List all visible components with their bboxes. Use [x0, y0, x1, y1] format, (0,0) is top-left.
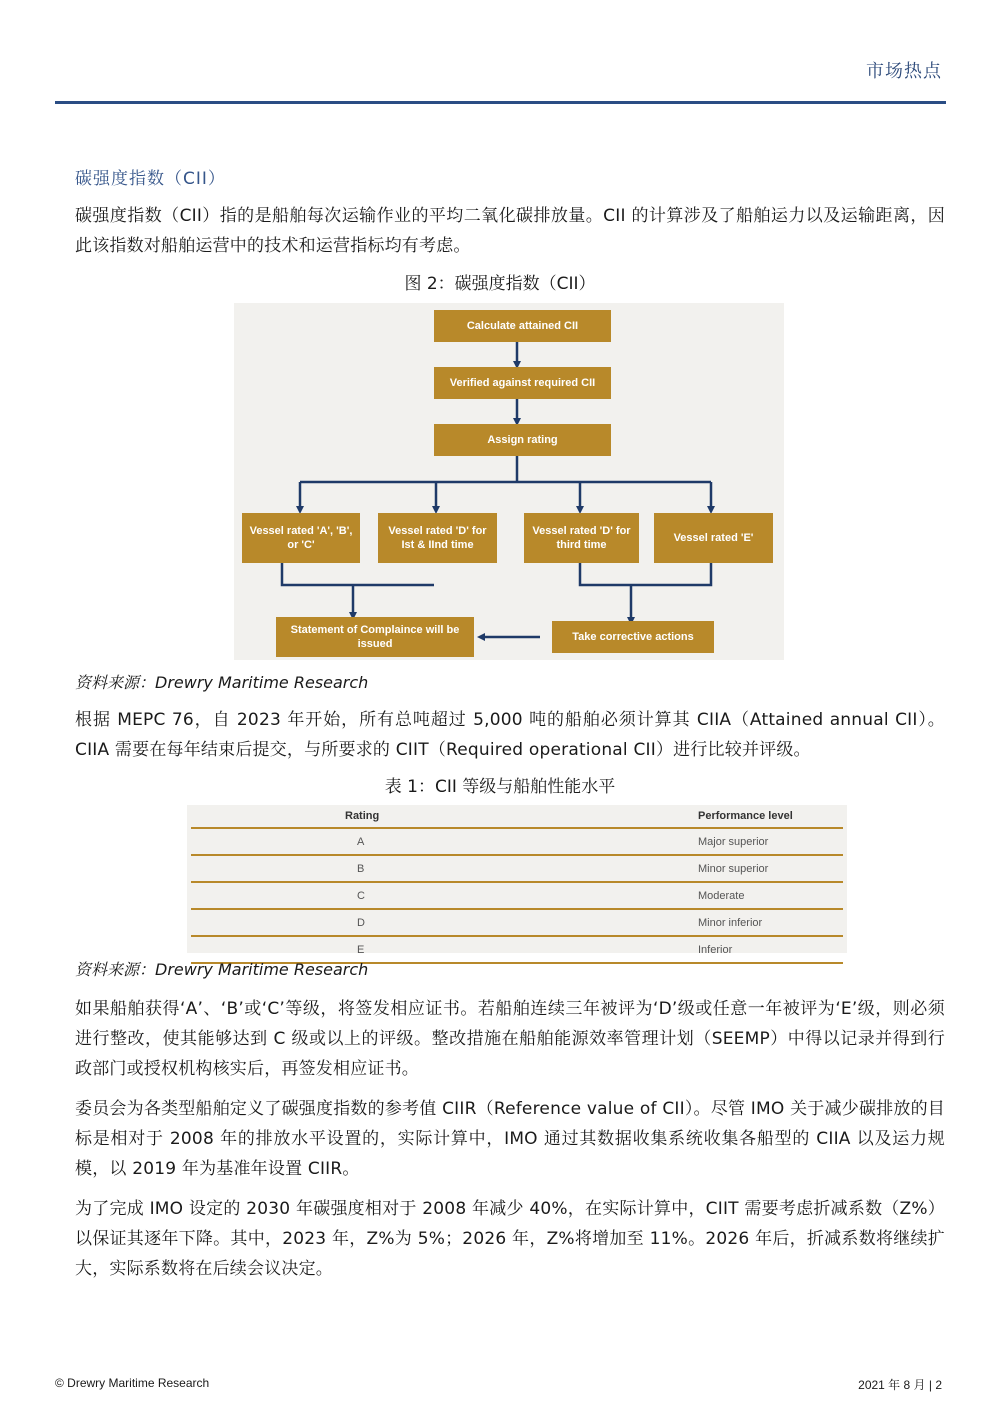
header-divider: [55, 101, 946, 104]
figure-source: 资料来源：Drewry Maritime Research: [75, 673, 369, 692]
header-rating: Rating: [191, 805, 698, 828]
performance-cell: Major superior: [698, 828, 843, 855]
footer-date-page: 2021 年 8 月 | 2: [858, 1378, 942, 1392]
rating-cell: B: [191, 855, 698, 882]
performance-cell: Inferior: [698, 936, 843, 963]
paragraph-mepc76: 根据 MEPC 76，自 2023 年开始，所有总吨超过 5,000 吨的船舶必须计算其 CIIA（Attained annual CII）。CIIA 需要在每年结束后提交，与所要求的 CIIT（Required operational CII）进行比较并评级。: [75, 710, 945, 760]
rating-cell: C: [191, 882, 698, 909]
table-row: [191, 855, 843, 882]
cii-rating-table-panel: [187, 805, 847, 956]
box-rated-e: Vessel rated 'E': [654, 513, 773, 563]
header-performance-level: Performance level: [698, 805, 843, 828]
rating-cell: E: [191, 936, 698, 963]
section-heading: 碳强度指数（CII）: [75, 169, 226, 189]
cii-flowchart: [234, 303, 784, 660]
performance-cell: Minor inferior: [698, 909, 843, 936]
table-header-row: [191, 805, 843, 828]
box-rated-d-first-second: Vessel rated 'D' for Ist & IInd time: [378, 513, 497, 563]
table-source: 资料来源：Drewry Maritime Research: [75, 960, 369, 979]
box-verify-cii: Verified against required CII: [434, 367, 611, 399]
box-rated-abc: Vessel rated 'A', 'B', or 'C': [242, 513, 360, 563]
table-row: [191, 909, 843, 936]
figure-caption: 图 2：碳强度指数（CII）: [404, 274, 596, 294]
merge-right: [580, 563, 711, 585]
performance-cell: Minor superior: [698, 855, 843, 882]
footer-copyright: © Drewry Maritime Research: [55, 1376, 210, 1390]
table-caption: 表 1：CII 等级与船舶性能水平: [384, 777, 616, 797]
flowchart-arrows: [234, 303, 784, 660]
box-calculate-cii: Calculate attained CII: [434, 310, 611, 342]
performance-cell: Moderate: [698, 882, 843, 909]
paragraph-ciir: 委员会为各类型船舶定义了碳强度指数的参考值 CIIR（Reference value of CII）。尽管 IMO 关于减少碳排放的目标是相对于 2008 年的排放水平设置的，实际计算中，IMO 通过其数据收集系统收集各船型的 CIIA 以及运力规模，以 2019 年为基准年设置 CIIR。: [75, 1099, 945, 1179]
paragraph-reduction-factor: 为了完成 IMO 设定的 2030 年碳强度相对于 2008 年减少 40%，在实际计算中，CIIT 需要考虑折减系数（Z%）以保证其逐年下降。其中，2023 年，Z%为 5%；2026 年，Z%将增加至 11%。2026 年后，折减系数将继续扩大，实际系数将在后续会议决定。: [75, 1199, 945, 1279]
table-row: [191, 828, 843, 855]
header-title: 市场热点: [866, 61, 942, 82]
paragraph-cii-definition: 碳强度指数（CII）指的是船舶每次运输作业的平均二氧化碳排放量。CII 的计算涉及了船舶运力以及运输距离，因此该指数对船舶运营中的技术和运营指标均有考虑。: [75, 206, 945, 256]
box-assign-rating: Assign rating: [434, 424, 611, 456]
rating-cell: D: [191, 909, 698, 936]
rating-cell: A: [191, 828, 698, 855]
cii-rating-table: [191, 805, 843, 964]
merge-left: [282, 563, 434, 585]
paragraph-rating-consequences: 如果船舶获得‘A’、‘B’或‘C’等级，将签发相应证书。若船舶连续三年被评为‘D’级或任意一年被评为‘E’级，则必须进行整改，使其能够达到 C 级或以上的评级。整改措施在船舶能源效率管理计划（SEEMP）中得以记录并得到行政部门或授权机构核实后，再签发相应证书。: [75, 999, 945, 1079]
table-row: [191, 882, 843, 909]
box-corrective-actions: Take corrective actions: [552, 621, 714, 653]
box-rated-d-third: Vessel rated 'D' for third time: [524, 513, 639, 563]
box-statement-of-compliance: Statement of Complaince will be issued: [276, 617, 474, 657]
